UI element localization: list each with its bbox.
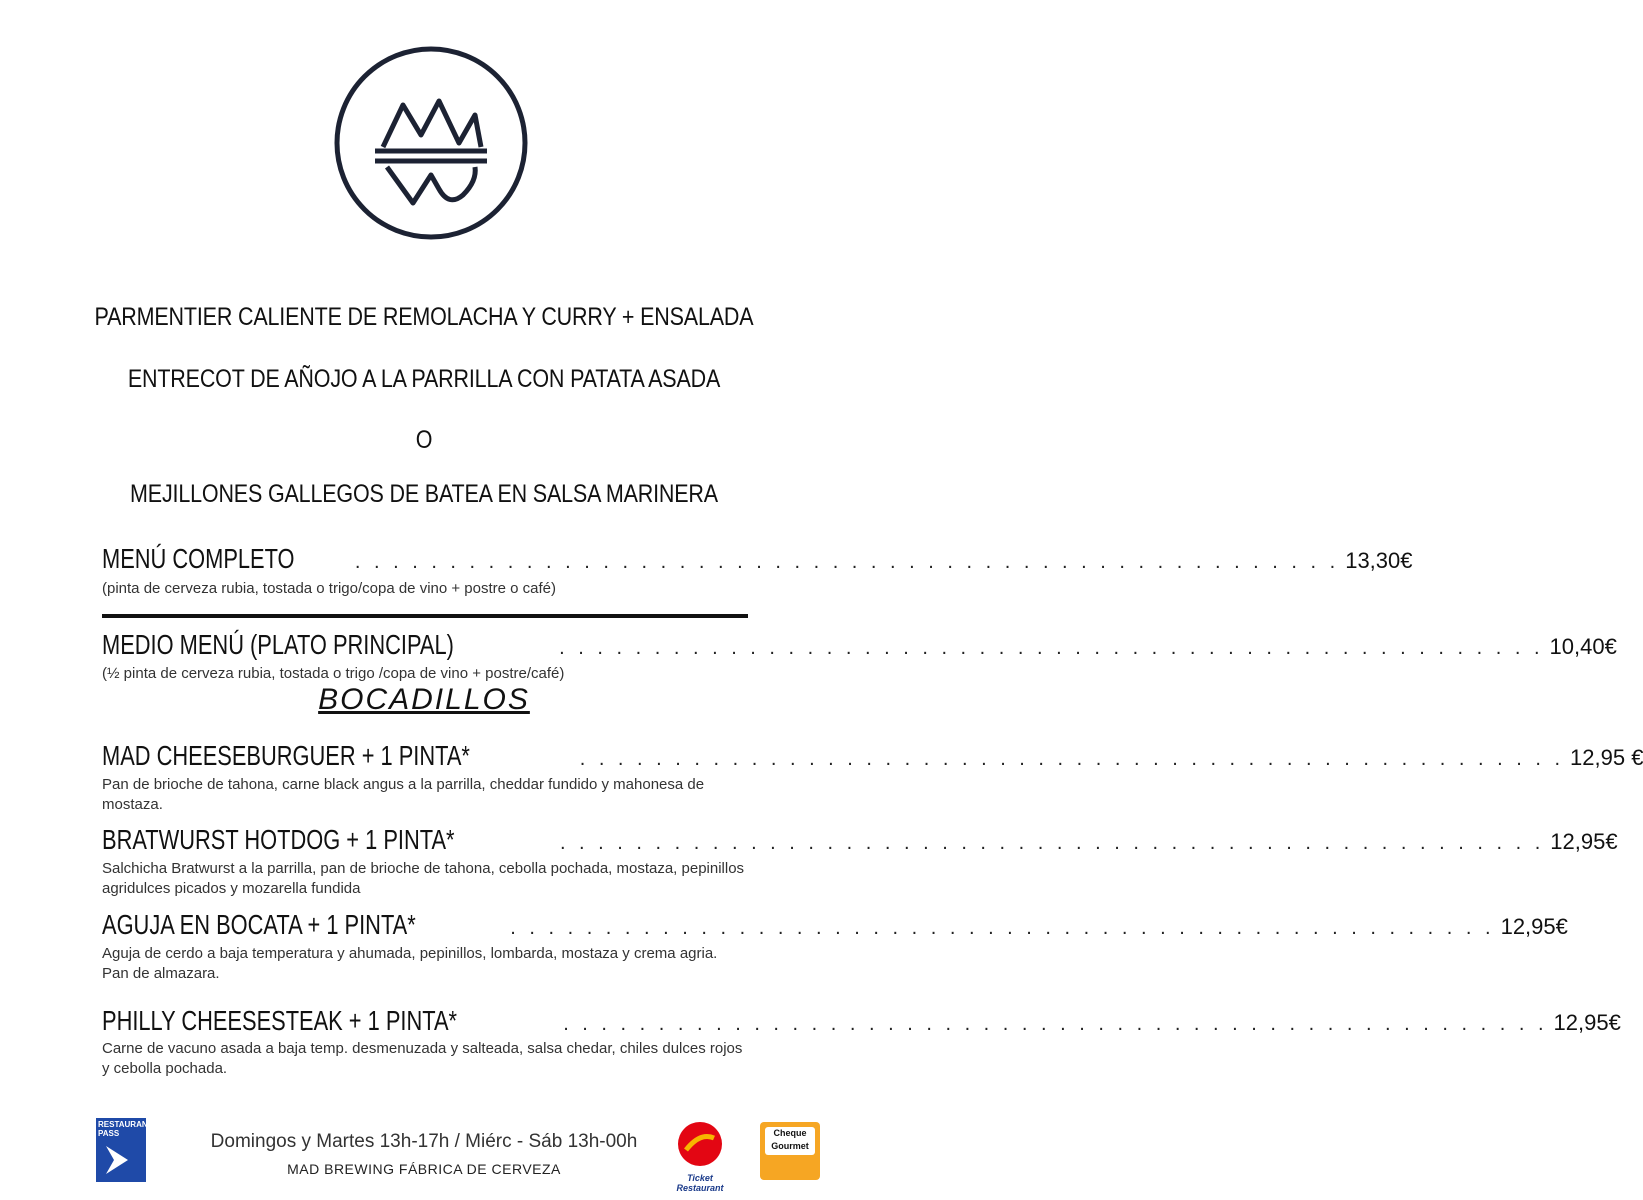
sandwich-name: AGUJA EN BOCATA + 1 PINTA* (102, 909, 416, 940)
sandwich-price: 12,95€ (1500, 914, 1568, 939)
menu-desc: (pinta de cerveza rubia, tostada o trigo/copa de vino + postre o café) (102, 580, 557, 597)
ticket-restaurant-icon (676, 1120, 724, 1168)
divider (102, 614, 748, 618)
menu-name: MEDIO MENÚ (PLATO PRINCIPAL) (102, 629, 454, 660)
sandwich-desc: Salchicha Bratwurst a la parrilla, pan de brioche de tahona, cebolla pochada, mostaza, pepinillos agridulces picados y mozarella fundida (102, 860, 745, 897)
menu-completo-row (102, 543, 1413, 575)
sandwich-name: PHILLY CHEESESTEAK + 1 PINTA* (102, 1005, 458, 1036)
menu-name: MENÚ COMPLETO (102, 543, 295, 574)
cheque-gourmet-logo: Cheque Gourmet (760, 1122, 820, 1180)
sandwich-row (102, 909, 1568, 941)
sandwich-desc: Aguja de cerdo a baja temperatura y ahumada, pepinillos, lombarda, mostaza y crema agria. Pan de almazara. (102, 945, 718, 982)
section-title: BOCADILLOS (318, 683, 530, 716)
dot-leader: . . . . . . . . . . . . . . . . . . . . . . . . . . . . . . . . . . . . . . . . . . . . . . . . . . . . (563, 1013, 1548, 1035)
sandwich-price: 12,95€ (1550, 829, 1618, 854)
sandwich-row (102, 740, 1643, 772)
dot-leader: . . . . . . . . . . . . . . . . . . . . . . . . . . . . . . . . . . . . . . . . . . . . . . . . . . . . (559, 832, 1545, 854)
course-2: ENTRECOT DE AÑOJO A LA PARRILLA CON PATATA ASADA (127, 365, 721, 393)
sandwich-row (102, 1005, 1621, 1037)
sandwich-name: BRATWURST HOTDOG + 1 PINTA* (102, 824, 455, 855)
course-1: PARMENTIER CALIENTE DE REMOLACHA Y CURRY + ENSALADA (94, 303, 754, 331)
arrow-icon (96, 1140, 146, 1180)
dot-leader: . . . . . . . . . . . . . . . . . . . . . . . . . . . . . . . . . . . . . . . . . . . . . . . . . . . . (354, 551, 1340, 573)
sandwich-name: MAD CHEESEBURGUER + 1 PINTA* (102, 740, 470, 771)
course-3: MEJILLONES GALLEGOS DE BATEA EN SALSA MARINERA (130, 480, 718, 508)
sandwich-price: 12,95€ (1553, 1010, 1621, 1035)
medio-menu-row (102, 629, 1617, 661)
sandwich-price: 12,95 € (1570, 745, 1643, 770)
menu-price: 10,40€ (1549, 634, 1617, 659)
course-or: O (415, 426, 433, 454)
restaurant-pass-logo: RESTAURANT PASS (96, 1118, 146, 1182)
sandwich-row (102, 824, 1618, 856)
menu-price: 13,30€ (1345, 548, 1413, 573)
dot-leader: . . . . . . . . . . . . . . . . . . . . . . . . . . . . . . . . . . . . . . . . . . . . . . . . . . . . (579, 748, 1565, 770)
dot-leader: . . . . . . . . . . . . . . . . . . . . . . . . . . . . . . . . . . . . . . . . . . . . . . . . . . . . (559, 637, 1544, 659)
brewery-name: MAD BREWING FÁBRICA DE CERVEZA (287, 1161, 561, 1177)
menu-desc: (½ pinta de cerveza rubia, tostada o trigo /copa de vino + postre/café) (102, 665, 565, 682)
sandwich-desc: Pan de brioche de tahona, carne black angus a la parrilla, cheddar fundido y mahonesa de mostaza. (102, 776, 705, 813)
mad-brewing-logo (331, 43, 531, 243)
sandwich-desc: Carne de vacuno asada a baja temp. desmenuzada y salteada, salsa chedar, chiles dulces rojos y cebolla pochada. (102, 1040, 743, 1077)
dot-leader: . . . . . . . . . . . . . . . . . . . . . . . . . . . . . . . . . . . . . . . . . . . . . . . . . . . . (510, 917, 1495, 939)
opening-hours: Domingos y Martes 13h-17h / Miérc - Sáb 13h-00h (210, 1131, 638, 1152)
ticket-restaurant-logo: Ticket Restaurant (676, 1120, 724, 1190)
